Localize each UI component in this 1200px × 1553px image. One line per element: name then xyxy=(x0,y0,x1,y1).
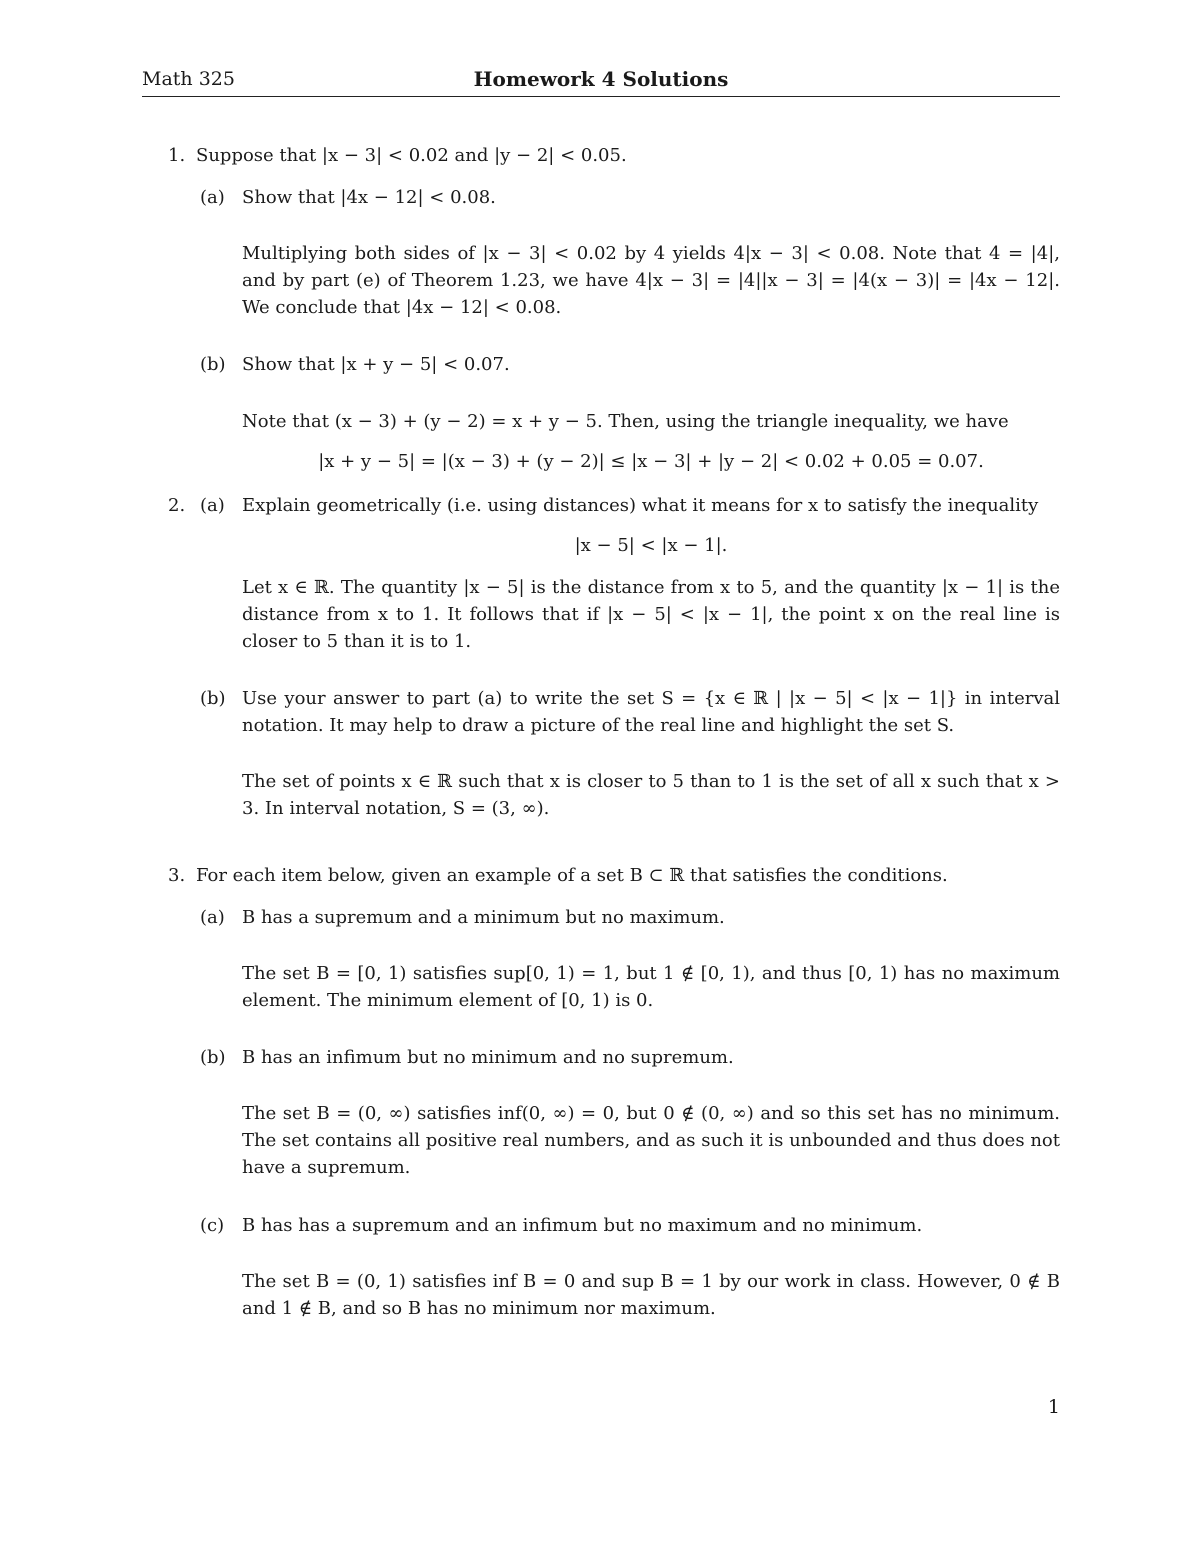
problem-number: 1. xyxy=(168,145,186,166)
page-header xyxy=(142,66,1060,97)
problem-3c-answer: The set B = (0, 1) satisfies inf B = 0 and sup B = 1 by our work in class. However, 0 ∉ B and 1 ∉ B, and so B has no minimum nor maximum. xyxy=(242,1271,1060,1319)
display-equation: |x − 5| < |x − 1|. xyxy=(574,535,728,556)
part-label: (b) xyxy=(200,1047,226,1068)
part-label: (a) xyxy=(200,187,225,208)
problem-3a-question xyxy=(142,904,1060,934)
problem-statement: Suppose that |x − 3| < 0.02 and |y − 2| < 0.05. xyxy=(196,145,627,166)
problem-3 xyxy=(142,862,1060,892)
problem-3b-question xyxy=(142,1044,1060,1074)
part-question: B has a supremum and a minimum but no maximum. xyxy=(242,907,725,928)
part-label: (b) xyxy=(200,354,226,375)
part-label: (a) xyxy=(200,907,225,928)
problem-3c-question xyxy=(142,1212,1060,1242)
problem-1b-question xyxy=(142,351,1060,381)
problem-2a-answer: Let x ∈ ℝ. The quantity |x − 5| is the distance from x to 5, and the quantity |x − 1| is the distance from x to 1. It follows that if |x − 5| < |x − 1|, the point x on the real line is closer to 5 than it is to 1. xyxy=(242,577,1060,652)
problem-2b-answer: The set of points x ∈ ℝ such that x is closer to 5 than to 1 is the set of all x such that x > 3. In interval notation, S = (3, ∞). xyxy=(242,771,1060,819)
document-title: Homework 4 Solutions xyxy=(473,67,729,91)
problem-3b-answer: The set B = (0, ∞) satisfies inf(0, ∞) = 0, but 0 ∉ (0, ∞) and so this set has no minimum. The set contains all positive real numbers, and as such it is unbounded and thus does not have a supremum. xyxy=(242,1103,1060,1178)
part-label: (c) xyxy=(200,1215,225,1236)
part-label: (b) xyxy=(200,688,226,709)
problem-number: 3. xyxy=(168,865,186,886)
part-question: Explain geometrically (i.e. using distances) what it means for x to satisfy the inequality xyxy=(242,495,1039,516)
problem-1a-question xyxy=(142,184,1060,214)
part-label: (a) xyxy=(200,495,225,516)
problem-3a-answer: The set B = [0, 1) satisfies sup[0, 1) = 1, but 1 ∉ [0, 1), and thus [0, 1) has no maximum element. The minimum element of [0, 1) is 0. xyxy=(242,963,1060,1011)
problem-1a-answer: Multiplying both sides of |x − 3| < 0.02 by 4 yields 4|x − 3| < 0.08. Note that 4 = |4|, and by part (e) of Theorem 1.23, we have 4|x − 3| = |4||x − 3| = |4(x − 3)| = |4x − 12|. We conclude that |4x − 12| < 0.08. xyxy=(242,243,1060,318)
part-question: Show that |x + y − 5| < 0.07. xyxy=(242,354,510,375)
problem-1b-answer: Note that (x − 3) + (y − 2) = x + y − 5. Then, using the triangle inequality, we have xyxy=(242,411,1009,432)
part-question: Show that |4x − 12| < 0.08. xyxy=(242,187,496,208)
part-question: Use your answer to part (a) to write the set S = {x ∈ ℝ | |x − 5| < |x − 1|} in interval notation. It may help to draw a picture of the real line and highlight the set S. xyxy=(242,688,1060,736)
problem-number: 2. xyxy=(168,495,186,516)
page-number: 1 xyxy=(1047,1396,1060,1418)
problem-1 xyxy=(142,142,1060,172)
problem-2a-question xyxy=(142,492,1060,522)
problem-statement: For each item below, given an example of a set B ⊂ ℝ that satisfies the conditions. xyxy=(196,865,948,886)
problem-2b-question xyxy=(142,685,1060,745)
display-equation: |x + y − 5| = |(x − 3) + (y − 2)| ≤ |x − 3| + |y − 2| < 0.02 + 0.05 = 0.07. xyxy=(318,451,984,472)
course-name: Math 325 xyxy=(142,68,235,90)
part-question: B has has a supremum and an infimum but no maximum and no minimum. xyxy=(242,1215,923,1236)
part-question: B has an infimum but no minimum and no supremum. xyxy=(242,1047,734,1068)
